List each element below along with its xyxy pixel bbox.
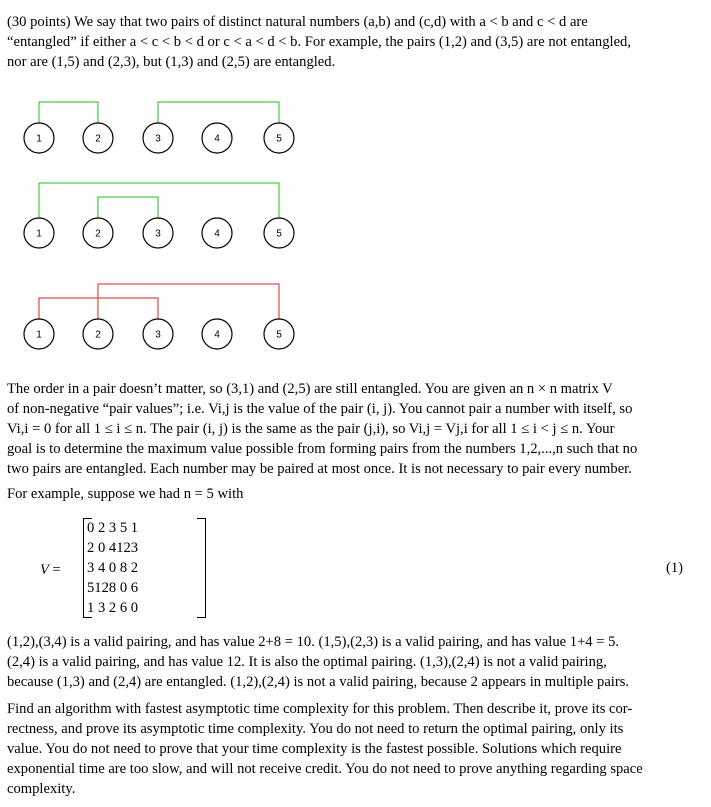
matrix-cell: 0 — [87, 520, 95, 536]
matrix-cell: 1 — [130, 520, 139, 536]
matrix-cell: 0 — [97, 540, 106, 556]
number-node-label: 4 — [214, 329, 220, 341]
task-paragraph — [7, 699, 687, 799]
pair-connector — [39, 102, 98, 123]
number-node-label: 5 — [276, 228, 282, 240]
pairing-diagram — [24, 284, 294, 349]
matrix-cell: 1 — [87, 600, 95, 616]
pair-connector — [98, 197, 158, 218]
matrix-row — [87, 518, 138, 538]
example-intro — [7, 484, 687, 504]
matrix-cell: 3 — [130, 540, 139, 556]
equation-number: (1) — [666, 560, 684, 576]
matrix-row — [87, 558, 138, 578]
task-line: Find an algorithm with fastest asymptotic time complexity for this problem. Then describe it, prove its cor- — [7, 701, 633, 717]
intro-line: “entangled” if either a < c < b < d or c < a < d < b. For example, the pairs (1,2) and (3,5) are not entangled, — [7, 34, 631, 50]
description-line: The order in a pair doesn’t matter, so (3,1) and (2,5) are still entangled. You are given an n × n matrix V — [7, 381, 613, 397]
example-intro-line: For example, suppose we had n = 5 with — [7, 486, 244, 502]
pairing-diagram — [24, 102, 294, 153]
matrix-cell: 2 — [87, 540, 95, 556]
matrix-cell: 6 — [119, 600, 128, 616]
matrix-cell: 6 — [130, 580, 139, 596]
pair-connector — [39, 183, 279, 218]
number-node-label: 2 — [95, 133, 101, 145]
matrix-cell: 0 — [130, 600, 139, 616]
pairing-diagrams — [0, 0, 711, 380]
matrix-cell: 3 — [97, 600, 106, 616]
matrix-cell: 8 — [108, 580, 117, 596]
matrix-name: V — [40, 562, 49, 578]
matrix-row — [87, 578, 138, 598]
explanation-paragraph — [7, 632, 687, 692]
explanation-line: (2,4) is a valid pairing, and has value 12. It is also the optimal pairing. (1,3),(2,4) is not a valid pairing, — [7, 654, 607, 670]
matrix-equals: = — [52, 562, 61, 578]
explanation-line: (1,2),(3,4) is a valid pairing, and has value 2+8 = 10. (1,5),(2,3) is a valid pairing, and has value 1+4 = 5. — [7, 634, 620, 650]
matrix-cell: 12 — [116, 540, 131, 556]
pairing-diagram — [24, 183, 294, 248]
intro-line: nor are (1,5) and (2,3), but (1,3) and (2,5) are entangled. — [7, 54, 336, 70]
matrix-cell: 5 — [119, 520, 128, 536]
matrix-cell: 2 — [108, 600, 117, 616]
task-line: exponential time are too slow, and will not receive credit. You do not need to prove anything regarding space — [7, 761, 643, 777]
task-line: value. You do not need to prove that your time complexity is the fastest possible. Solutions which require — [7, 741, 622, 757]
pair-connector — [98, 284, 279, 319]
number-node-label: 1 — [36, 133, 42, 145]
description-paragraph — [7, 379, 687, 479]
description-line: two pairs are entangled. Each number may be paired at most once. It is not necessary to pair every number. — [7, 461, 632, 477]
description-line: goal is to determine the maximum value possible from forming pairs from the numbers 1,2,...,n such that no — [7, 441, 638, 457]
number-node-label: 1 — [36, 228, 42, 240]
number-node-label: 4 — [214, 228, 220, 240]
description-line: Vi,i = 0 for all 1 ≤ i ≤ n. The pair (i, j) is the same as the pair (j,i), so Vi,j = Vj,i for all 1 ≤ i < j ≤ n. Your — [7, 421, 615, 437]
matrix-cell: 8 — [119, 560, 128, 576]
matrix-cell: 0 — [108, 560, 117, 576]
matrix-right-bracket — [197, 518, 206, 618]
description-line: of non-negative “pair values”; i.e. Vi,j is the value of the pair (i, j). You cannot pair a number with itself, so — [7, 401, 633, 417]
number-node-label: 4 — [214, 133, 220, 145]
matrix-cell: 3 — [108, 520, 117, 536]
matrix-table — [87, 518, 138, 618]
matrix-cell: 2 — [97, 520, 106, 536]
number-node-label: 3 — [155, 329, 161, 341]
number-node-label: 5 — [276, 329, 282, 341]
matrix-cell: 3 — [87, 560, 95, 576]
task-line: complexity. — [7, 781, 76, 797]
matrix-label — [40, 560, 61, 580]
intro-line: (30 points) We say that two pairs of distinct natural numbers (a,b) and (c,d) with a < b and c < d are — [7, 14, 588, 30]
number-node-label: 2 — [95, 329, 101, 341]
matrix-cell: 2 — [130, 560, 139, 576]
matrix-row — [87, 598, 138, 618]
matrix-cell: 4 — [108, 540, 117, 556]
matrix-cell: 0 — [119, 580, 128, 596]
number-node-label: 2 — [95, 228, 101, 240]
number-node-label: 3 — [155, 228, 161, 240]
number-node-label: 1 — [36, 329, 42, 341]
explanation-line: because (1,3) and (2,4) are entangled. (1,2),(2,4) is not a valid pairing, because 2 appears in multiple pairs. — [7, 674, 630, 690]
number-node-label: 3 — [155, 133, 161, 145]
matrix-cell: 5 — [87, 580, 95, 596]
pair-connector — [158, 102, 279, 123]
matrix-row — [87, 538, 138, 558]
task-line: rectness, and prove its asymptotic time complexity. You do not need to return the optimal pairing, only its — [7, 721, 624, 737]
number-node-label: 5 — [276, 133, 282, 145]
matrix-cell: 4 — [97, 560, 106, 576]
matrix-cell: 12 — [94, 580, 109, 596]
